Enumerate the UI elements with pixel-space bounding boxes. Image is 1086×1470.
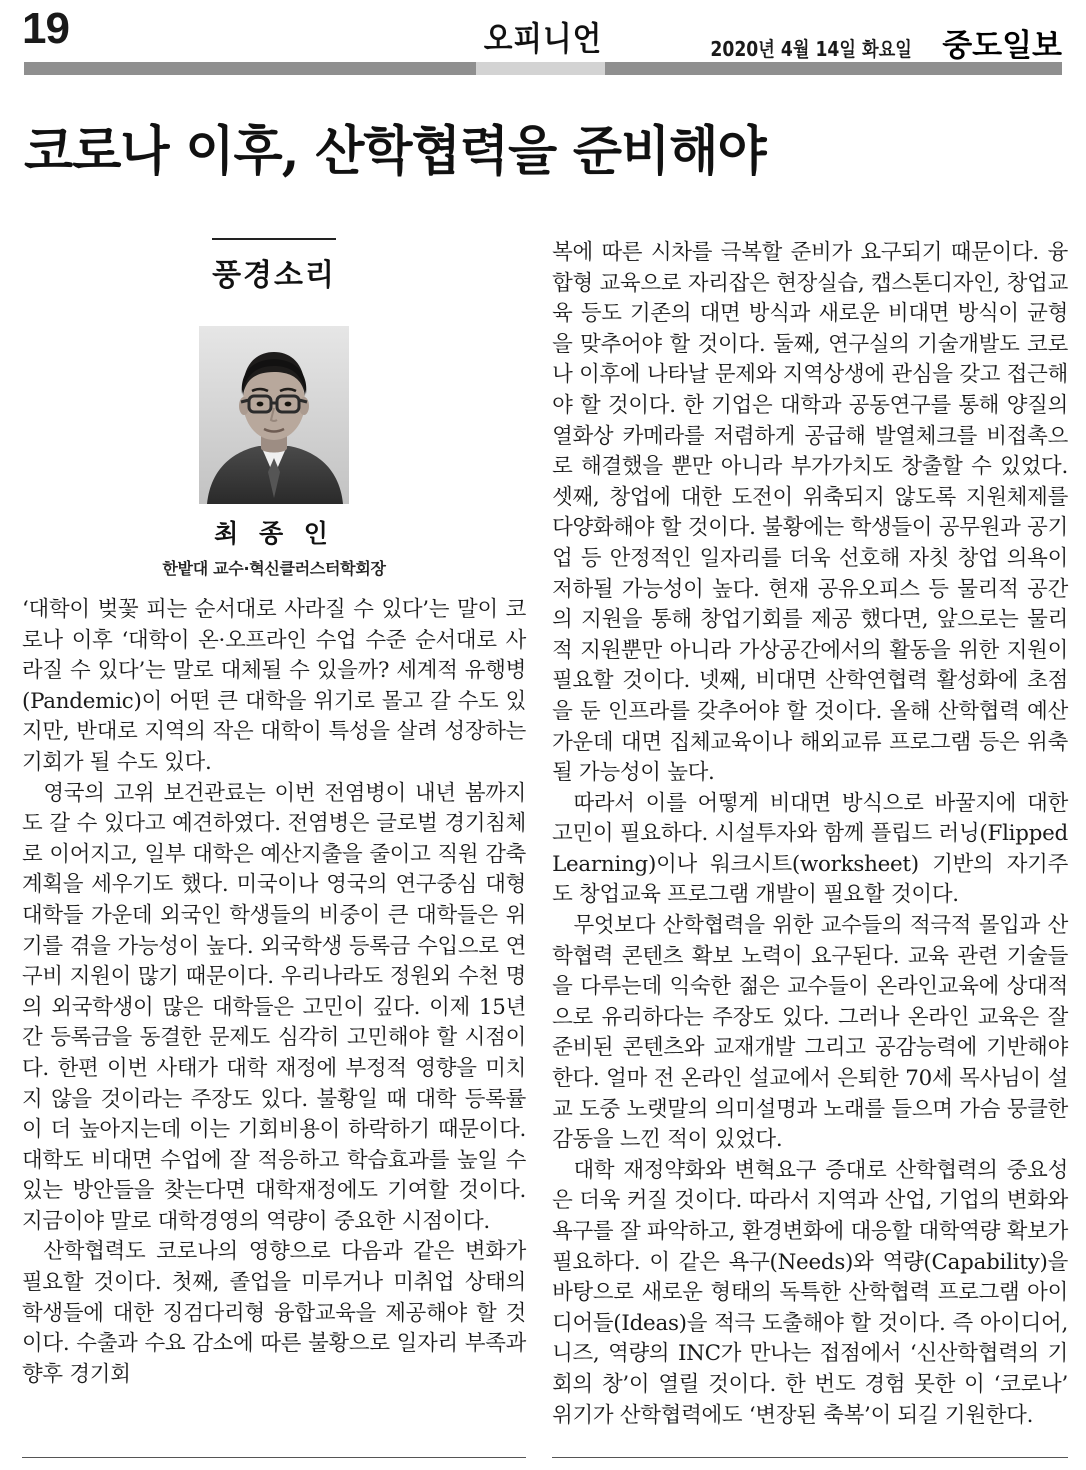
left-column (22, 238, 526, 1470)
paragraph: 산학협력도 코로나의 영향으로 다음과 같은 변화가 필요할 것이다. 첫째, 졸업을 미루거나 미취업 상태의 학생들에 대한 징검다리형 융합교육을 제공해야 할 것이다. 수출과 수요 감소에 따른 불황으로 일자리 부족과 향후 경기회 (22, 1239, 527, 1387)
portrait-illustration (199, 326, 349, 504)
paragraph: 무엇보다 산학협력을 위한 교수들의 적극적 몰입과 산학협력 콘텐츠 확보 노력이 요구된다. 교육 관련 기술들을 다루는데 익숙한 젊은 교수들이 온라인교육에 상대적으로 유리하다는 주장도 있다. 그러나 온라인 교육은 잘 준비된 콘텐츠와 교재개발 그리고 공감능력에 기반해야 한다. 얼마 전 온라인 설교에서 은퇴한 70세 목사님이 설교 도중 노랫말의 의미설명과 노래를 들으며 가슴 뭉클한 감동을 느낀 적이 있었다. (552, 913, 1068, 1153)
article-headline: 코로나 이후, 산학협력을 준비해야 (24, 120, 766, 182)
page-number: 19 (22, 4, 69, 53)
right-column-bottom-rule (552, 1457, 1068, 1458)
paragraph: 따라서 이를 어떻게 비대면 방식으로 바꿀지에 대한 고민이 필요하다. 시설투자와 함께 플립드 러닝(Flipped Learning)이나 워크시트(worksheet) 기반의 자기주도 창업교육 프로그램 개발이 필요할 것이다. (552, 790, 1068, 908)
left-column-text (22, 595, 526, 1390)
left-column-bottom-rule (22, 1457, 526, 1458)
right-column-text (552, 238, 1068, 1431)
dateline (694, 20, 1062, 65)
rule-segment-middle (476, 62, 606, 75)
masthead (0, 0, 1086, 64)
paragraph: 대학 재정약화와 변혁요구 증대로 산학협력의 중요성은 더욱 커질 것이다. 따라서 지역과 산업, 기업의 변화와 욕구를 잘 파악하고, 환경변화에 대응할 대학역량 확보가 필요하다. 이 같은 욕구(Needs)와 역량(Capability)을 바탕으로 새로운 형태의 독특한 산학협력 프로그램 아이디어들(Ideas)을 적극 도출해야 할 것이다. 즉 아이디어, 니즈, 역량의 INC가 만나는 접점에서 ‘신산학협력의 기회의 창’이 열릴 것이다. 한 번도 경험 못한 이 ‘코로나’ 위기가 산학협력에도 ‘변장된 축복’이 되길 기원한다. (552, 1157, 1068, 1428)
rule-segment-left (24, 62, 476, 75)
section-title: 오피니언 (483, 19, 603, 58)
paragraph: ‘대학이 벚꽃 피는 순서대로 사라질 수 있다’는 말이 코로나 이후 ‘대학이 온·오프라인 수업 수준 순서대로 사라질 수 있다’는 말로 대체될 수 있을까? 세계적 유행병(Pandemic)이 어떤 큰 대학을 위기로 몰고 갈 수도 있지만, 반대로 지역의 작은 대학이 특성을 살려 성장하는 기회가 될 수도 있다. (22, 597, 527, 775)
article-columns (22, 238, 1068, 1470)
author-block (22, 238, 526, 579)
paragraph: 영국의 고위 보건관료는 이번 전염병이 내년 봄까지도 갈 수 있다고 예견하였다. 전염병은 글로벌 경기침체로 이어지고, 일부 대학은 예산지출을 줄이고 직원 감축 계획을 세우기도 했다. 미국이나 영국의 연구중심 대형 대학들 가운데 외국인 학생들의 비중이 큰 대학들은 위기를 겪을 가능성이 높다. 외국학생 등록금 수입으로 연구비 지원이 많기 때문이다. 우리나라도 정원외 수천 명의 외국학생이 많은 대학들은 고민이 깊다. 이제 15년간 등록금을 동결한 문제도 심각히 고민해야 할 시점이다. 한편 이번 사태가 대학 재정에 부정적 영향을 미치지 않을 것이라는 주장도 있다. 불황일 때 대학 등록률이 더 높아지는데 이는 기회비용이 하락하기 때문이다. 대학도 비대면 수업에 잘 적응하고 학습효과를 높일 수 있는 방안들을 찾는다면 대학재정에도 기여할 것이다. 지금이야 말로 대학경영의 역량이 중요한 시점이다. (22, 780, 527, 1234)
column-name-wrapper (212, 238, 336, 294)
paragraph: 복에 따른 시차를 극복할 준비가 요구되기 때문이다. 융합형 교육으로 자리잡은 현장실습, 캡스톤디자인, 창업교육 등도 기존의 대면 방식과 새로운 비대면 방식이 균형을 맞추어야 할 것이다. 둘째, 연구실의 기술개발도 코로나 이후에 나타날 문제와 지역상생에 관심을 갖고 접근해야 할 것이다. 한 기업은 대학과 공동연구를 통해 양질의 열화상 카메라를 저렴하게 공급해 발열체크를 비접촉으로 해결했을 뿐만 아니라 부가가치도 창출할 수 있었다. 셋째, 창업에 대한 도전이 위축되지 않도록 지원체제를 다양화해야 할 것이다. 불황에는 학생들이 공무원과 공기업 등 안정적인 일자리를 더욱 선호해 자칫 창업 의욕이 저하될 가능성이 높다. 현재 공유오피스 등 물리적 공간의 지원을 통해 창업기회를 제공 했다면, 앞으로는 물리적 지원뿐만 아니라 가상공간에서의 활동을 위한 지원이 필요할 것이다. 넷째, 비대면 산학연협력 활성화에 초점을 둔 인프라를 갖추어야 할 것이다. 올해 산학협력 예산가운데 대면 집체교육이나 해외교류 프로그램 등은 위축될 가능성이 높다. (552, 240, 1068, 786)
paper-name: 중도일보 (942, 28, 1062, 64)
author-name: 최 종 인 (214, 519, 334, 548)
column-series-name: 풍경소리 (212, 258, 336, 293)
issue-date: 2020년 4월 14일 화요일 (710, 37, 912, 61)
right-column (552, 238, 1068, 1470)
author-affiliation: 한밭대 교수·혁신클러스터학회장 (162, 559, 386, 578)
author-portrait-photo (199, 326, 349, 504)
